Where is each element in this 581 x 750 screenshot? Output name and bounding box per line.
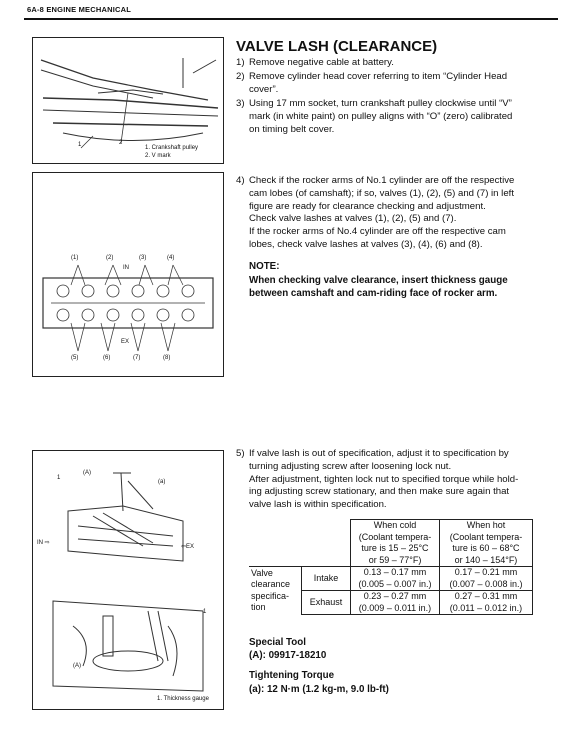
value-line: 0.27 – 0.31 mm: [454, 591, 518, 601]
step-line: mark (in white paint) on pulley aligns with “O” (zero) calibrated: [249, 110, 513, 122]
note-line: When checking valve clearance, insert thickness gauge: [249, 275, 508, 286]
fig3-ex-label: ⇦EX: [181, 544, 195, 550]
note-heading: NOTE:: [249, 261, 280, 272]
step-2: [236, 71, 556, 97]
intake-label: Intake: [302, 567, 351, 591]
cylinder-head-illustration: [33, 173, 223, 376]
hot-header: [440, 520, 533, 567]
valve-layout-figure: [32, 172, 224, 377]
row-group-line: Valve: [251, 567, 273, 578]
row-group-line: specifica-: [251, 590, 290, 601]
valve-adjustment-illustration: [33, 451, 223, 709]
step-number: 2): [236, 71, 245, 82]
step-line: Remove negative cable at battery.: [249, 57, 394, 68]
hot-header-line: (Coolant tempera-: [449, 531, 523, 542]
row-group-line: tion: [251, 602, 266, 613]
adjustment-figure: [32, 450, 224, 710]
step-number: 4): [236, 175, 245, 186]
step-line: If valve lash is out of specification, adjust it to specification by: [249, 448, 509, 459]
step-line: turning adjusting screw after loosening lock nut.: [249, 460, 452, 472]
step-4: [236, 175, 556, 252]
hot-header-line: When hot: [466, 520, 506, 530]
cold-header-line: or 59 – 77°F): [368, 554, 422, 565]
exhaust-label: Exhaust: [302, 591, 351, 615]
valve-label-3: (3): [139, 255, 147, 261]
note-line: between camshaft and cam-riding face of rocker arm.: [249, 287, 498, 299]
fig1-label-1: 1: [78, 142, 82, 148]
hot-header-line: or 140 – 154°F): [454, 554, 518, 565]
fig1-caption: [145, 144, 198, 160]
row-group-line: clearance: [251, 579, 291, 590]
step-line: After adjustment, tighten lock nut to specified torque while hold-: [249, 473, 519, 485]
valve-label-7: (7): [133, 355, 141, 361]
section-title: VALVE LASH (CLEARANCE): [236, 38, 438, 55]
header-rule: [24, 18, 558, 20]
step-number: 5): [236, 448, 245, 459]
value-line: (0.011 – 0.012 in.): [449, 602, 523, 613]
cold-header-line: When cold: [373, 520, 417, 530]
fig3-in-label: IN ⇨: [37, 540, 50, 546]
step-number: 1): [236, 57, 245, 68]
fig3-label-1-upper: 1: [57, 475, 61, 481]
step-3: [236, 98, 556, 136]
value-line: (0.009 – 0.011 in.): [358, 602, 432, 613]
fig3-label-1-lower: 1: [203, 609, 207, 615]
valve-clearance-spec-table: [249, 519, 533, 615]
valve-label-8: (8): [163, 355, 171, 361]
blank-header-cell: [249, 520, 351, 567]
step-1: [236, 57, 556, 70]
valve-label-4: (4): [167, 255, 175, 261]
crankshaft-pulley-figure: [32, 37, 224, 164]
torque-heading: Tightening Torque: [249, 670, 335, 681]
valve-label-1: (1): [71, 255, 79, 261]
step-line: Remove cylinder head cover referring to item “Cylinder Head: [249, 71, 508, 82]
value-line: (0.005 – 0.007 in.): [358, 578, 432, 589]
note-body: [249, 275, 549, 301]
fig1-label-2: 2: [119, 140, 123, 146]
cold-header-line: ture is 15 – 25°C: [361, 543, 429, 553]
step-line: ing adjusting screw stationary, and then make sure again that: [249, 486, 510, 498]
intake-side-label: IN: [123, 265, 129, 271]
value-line: 0.23 – 0.27 mm: [363, 591, 427, 601]
cold-header: [351, 520, 440, 567]
valve-label-5: (5): [71, 355, 79, 361]
step-line: Check if the rocker arms of No.1 cylinder are off the respective: [249, 175, 515, 186]
special-tool-value: (A): 09917-18210: [249, 650, 327, 661]
value-line: (0.007 – 0.008 in.): [449, 578, 523, 589]
cold-header-line: (Coolant tempera-: [358, 531, 432, 542]
fig3-caption: 1. Thickness gauge: [157, 696, 209, 702]
ex-text: EX: [186, 544, 195, 550]
step-line: on timing belt cover.: [249, 123, 335, 135]
fig3-label-a-small: (a): [158, 479, 166, 485]
step-line: cover”.: [249, 83, 279, 95]
value-line: 0.17 – 0.21 mm: [454, 567, 518, 577]
intake-cold-value: [351, 567, 440, 591]
value-line: 0.13 – 0.17 mm: [363, 567, 427, 577]
valve-label-2: (2): [106, 255, 114, 261]
intake-hot-value: [440, 567, 533, 591]
step-line: cam lobes (of camshaft); if so, valves (1), (2), (5) and (7) in left: [249, 187, 514, 199]
exhaust-hot-value: [440, 591, 533, 615]
exhaust-cold-value: [351, 591, 440, 615]
row-group-label: [249, 567, 302, 615]
fig3-label-a-lower: (A): [73, 663, 81, 669]
step-line: valve lash is within specification.: [249, 499, 387, 511]
valve-label-6: (6): [103, 355, 111, 361]
exhaust-side-label: EX: [121, 339, 130, 345]
fig1-caption-line: 1. Crankshaft pulley: [145, 145, 199, 151]
step-line: figure are ready for clearance checking and adjustment.: [249, 200, 486, 212]
step-line: Using 17 mm socket, turn crankshaft pulley clockwise until “V”: [249, 98, 512, 109]
step-line: Check valve lashes at valves (1), (2), (5) and (7).: [249, 213, 457, 225]
step-number: 3): [236, 98, 245, 109]
hot-header-line: ture is 60 – 68°C: [452, 543, 520, 553]
fig1-caption-line: 2. V mark: [145, 153, 171, 159]
in-text: IN: [37, 540, 43, 546]
special-tool-heading: Special Tool: [249, 637, 306, 648]
step-5: [236, 448, 556, 512]
step-line: lobes, check valve lashes at valves (3), (4), (6) and (8).: [249, 238, 483, 250]
running-header: 6A-8 ENGINE MECHANICAL: [27, 5, 131, 14]
torque-value: (a): 12 N·m (1.2 kg-m, 9.0 lb-ft): [249, 684, 389, 695]
step-line: If the rocker arms of No.4 cylinder are off the respective cam: [249, 226, 506, 238]
fig3-label-a-upper: (A): [83, 470, 91, 476]
